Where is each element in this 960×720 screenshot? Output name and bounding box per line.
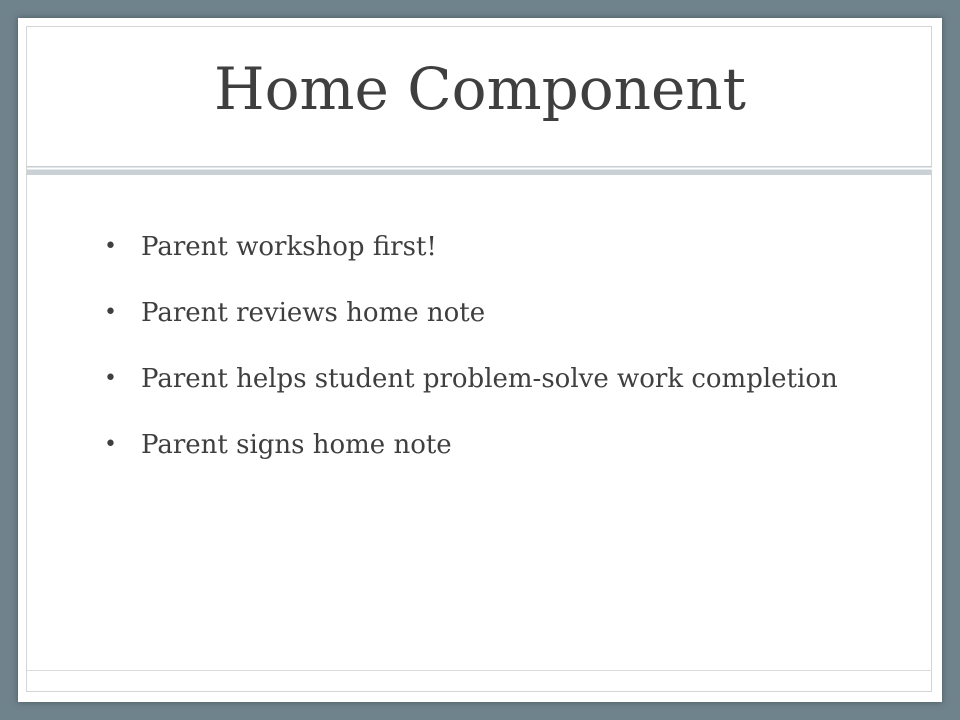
bullet-item bbox=[104, 296, 904, 362]
bullet-text: Parent helps student problem-solve work completion bbox=[141, 364, 838, 394]
bullet-item bbox=[104, 362, 904, 428]
slide bbox=[18, 18, 942, 702]
title-divider bbox=[27, 166, 932, 175]
footer-divider bbox=[27, 670, 932, 671]
bullet-text: Parent signs home note bbox=[141, 430, 452, 460]
bullet-item bbox=[104, 230, 904, 296]
bullet-dot-icon: • bbox=[104, 300, 117, 325]
bullet-dot-icon: • bbox=[104, 432, 117, 457]
bullet-dot-icon: • bbox=[104, 234, 117, 259]
bullet-text: Parent workshop first! bbox=[141, 232, 437, 262]
slide-title: Home Component bbox=[214, 55, 746, 123]
bullet-dot-icon: • bbox=[104, 366, 117, 391]
bullet-text: Parent reviews home note bbox=[141, 298, 486, 328]
bullet-list bbox=[104, 230, 904, 494]
bullet-item bbox=[104, 428, 904, 494]
